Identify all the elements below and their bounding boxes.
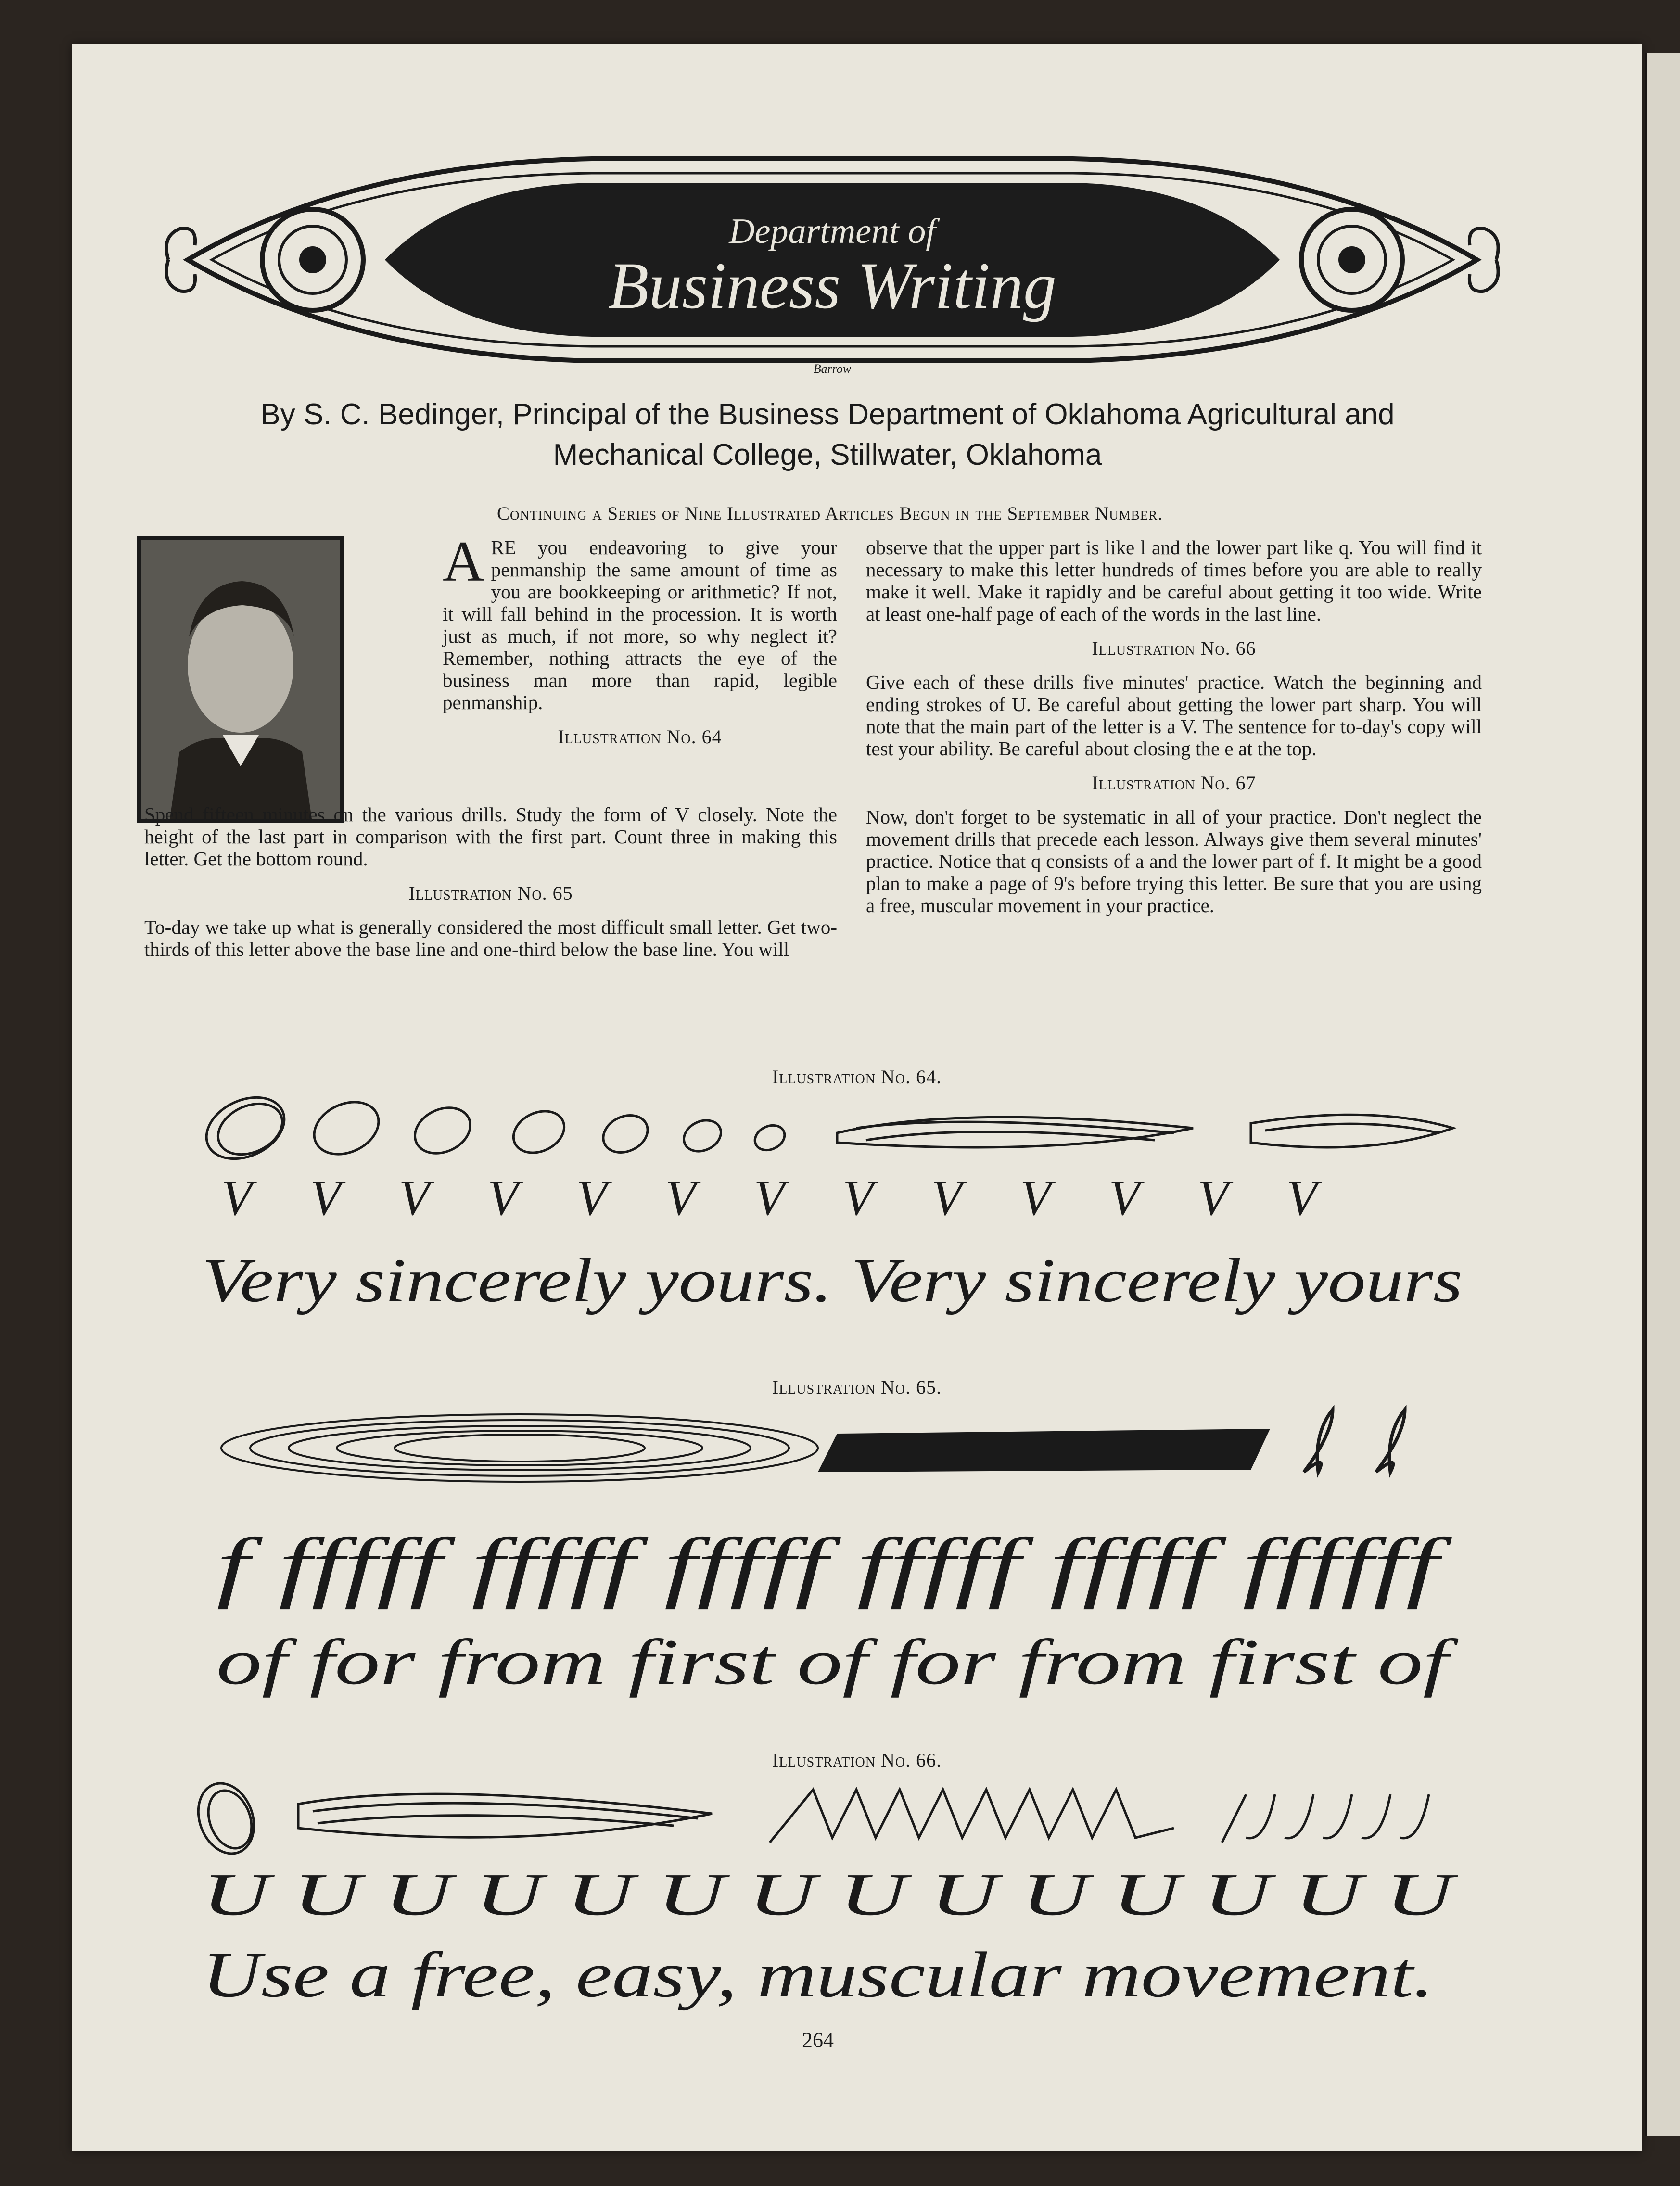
- facing-page-edge: [1645, 53, 1680, 2136]
- illustration-65-copy-line2: of for from first of for from first of: [216, 1627, 1459, 1698]
- banner-artist-signature: Barrow: [813, 362, 852, 376]
- paragraph-illustration-65-part1: To-day we take up what is generally considered the most difficult small letter. Get two-thirds of this letter above the base line and one-third below the base line. You will: [144, 916, 837, 960]
- right-column: [866, 536, 1482, 927]
- paragraph-illustration-66: Give each of these drills five minutes' practice. Watch the beginning and ending strokes of U. Be careful about getting the lower part sharp. You will note that the main part of the letter is a V. The sentence for to-day's copy will test your ability. Be careful about closing the e at the top.: [866, 671, 1482, 760]
- intro-column: [443, 529, 837, 760]
- heading-illustration-64: Illustration No. 64: [558, 726, 722, 748]
- series-note: Continuing a Series of Nine Illustrated Articles Begun in the September Number.: [496, 503, 1163, 524]
- illustration-66-title: Illustration No. 66.: [772, 1749, 942, 1771]
- illustration-66-copy-line1: U U U U U U U U U U U U U U: [202, 1862, 1459, 1928]
- page-number: 264: [802, 2028, 834, 2052]
- illustration-65-title: Illustration No. 65.: [772, 1376, 942, 1398]
- intro-paragraph: [443, 529, 837, 713]
- illustration-64-penmanship: [192, 1094, 1482, 1325]
- paragraph-illustration-65-part2: observe that the upper part is like l and the lower part like q. You will find it necessary to make this letter hundreds of times before you are able to really make it well. Make it rapidly and be careful about getting it too wide. Write at least one-half page of each of the words in the last line.: [866, 536, 1482, 625]
- byline-line1: By S. C. Bedinger, Principal of the Business Department of Oklahoma Agricultural and: [260, 398, 1395, 431]
- left-column-lower: [144, 803, 837, 971]
- byline-line2: Mechanical College, Stillwater, Oklahoma: [553, 438, 1102, 471]
- byline: [140, 394, 1515, 475]
- illustration-65-penmanship: [212, 1405, 1491, 1703]
- department-banner: [159, 130, 1506, 390]
- illustration-66-penmanship: [192, 1775, 1482, 2016]
- heading-illustration-67: Illustration No. 67: [1092, 772, 1256, 794]
- illustration-65-copy-line1: f fffff fffff fffff fffff fffff ffffff: [216, 1522, 1452, 1610]
- author-portrait: [137, 536, 344, 823]
- illustration-64-title: Illustration No. 64.: [772, 1066, 942, 1088]
- illustration-64-copy-line1: V V V V V V V V V V V V V: [221, 1169, 1341, 1226]
- illustration-64-copy-line2: Very sincerely yours. Very sincerely yours: [202, 1246, 1463, 1315]
- banner-line2: Business Writing: [608, 249, 1056, 322]
- paragraph-illustration-67: Now, don't forget to be systematic in all of your practice. Don't neglect the movement drills that precede each lesson. Always give them several minutes' practice. Notice that q consists of a and the lower part of f. It might be a good plan to make a page of 9's before trying this letter. Be sure that you are using a free, muscular movement in your practice.: [866, 806, 1482, 916]
- intro-text: RE you endeavoring to give your penmanship the same amount of time as you are bookkeeping or arithmetic? If not, it will fall behind in the procession. It is worth just as much, if not more, so why neglect it? Remember, nothing attracts the eye of the business man more than rapid, legible penmanship.: [443, 536, 837, 713]
- heading-illustration-65: Illustration No. 65: [408, 882, 573, 904]
- banner-line1: Department of: [729, 212, 936, 251]
- drop-cap: A: [443, 529, 484, 593]
- heading-illustration-66: Illustration No. 66: [1092, 637, 1256, 659]
- paragraph-illustration-64: Spend fifteen minutes on the various drills. Study the form of V closely. Note the height of the last part in comparison with the first part. Count three in making this letter. Get the bottom round.: [144, 803, 837, 870]
- illustration-66-copy-line2: Use a free, easy, muscular movement.: [202, 1939, 1434, 2011]
